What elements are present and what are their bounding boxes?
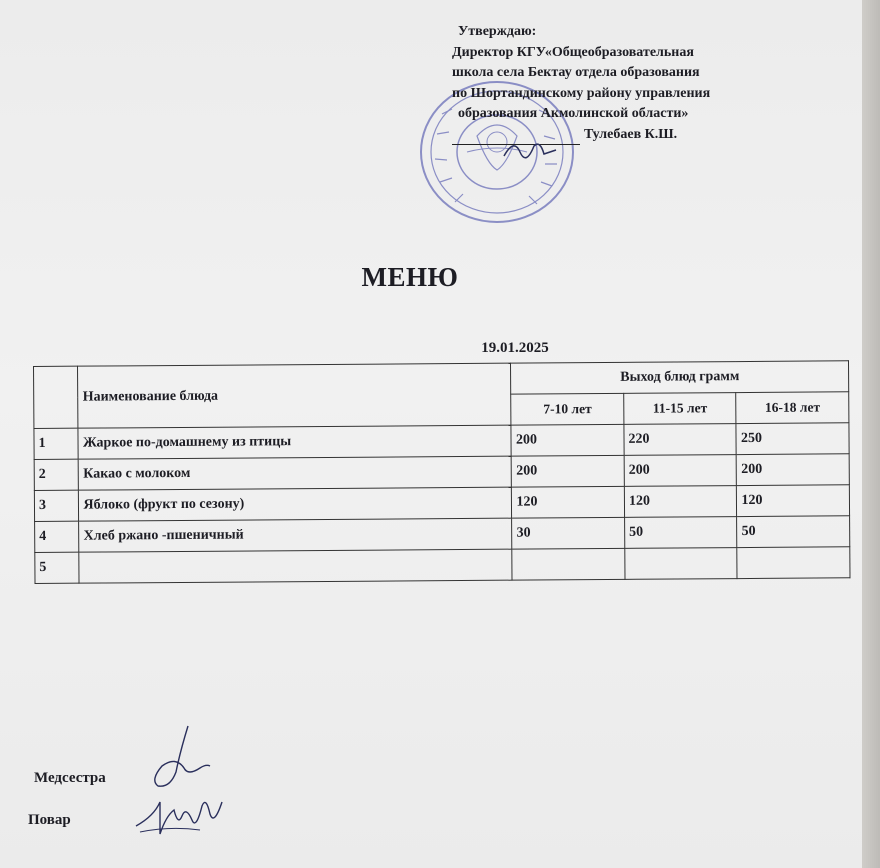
row-number: 3 — [34, 490, 79, 521]
page-title: МЕНЮ — [361, 262, 459, 292]
dish-name: Хлеб ржано -пшеничный — [79, 518, 512, 552]
row-number: 1 — [34, 428, 79, 459]
grams-11-15: 220 — [624, 424, 737, 456]
header-dish-name: Наименование блюда — [78, 363, 511, 428]
grams-16-18: 120 — [737, 485, 850, 517]
cook-signature — [130, 786, 230, 846]
approval-line-3: школа села Бектау отдела образования — [452, 65, 700, 80]
director-signature — [500, 132, 560, 164]
row-number: 4 — [35, 521, 80, 552]
approval-line-1: Утверждаю: — [458, 24, 537, 39]
age-group-1: 7-10 лет — [511, 393, 624, 425]
approval-line-4: по Шортандинскому району управления — [452, 85, 711, 101]
grams-11-15 — [625, 548, 738, 580]
age-group-2: 11-15 лет — [624, 393, 737, 425]
grams-7-10: 200 — [511, 424, 624, 456]
dish-name: Жаркое по-домашнему из птицы — [78, 425, 511, 459]
grams-16-18: 50 — [737, 516, 850, 548]
nurse-label: Медсестра — [34, 770, 106, 786]
approval-block — [452, 22, 782, 145]
grams-11-15: 200 — [624, 455, 737, 487]
header-num-cell — [34, 366, 79, 428]
grams-7-10: 120 — [512, 486, 625, 518]
grams-7-10: 30 — [512, 517, 625, 549]
dish-name: Яблоко (фрукт по сезону) — [79, 487, 512, 521]
table-row — [35, 547, 850, 584]
grams-11-15: 120 — [624, 486, 737, 518]
grams-7-10 — [512, 548, 625, 580]
approver-name: Тулебаев К.Ш. — [584, 126, 678, 142]
header-output: Выход блюд грамм — [511, 361, 849, 394]
age-group-3: 16-18 лет — [736, 392, 849, 424]
grams-16-18: 250 — [736, 423, 849, 455]
dish-name: Какао с молоком — [79, 456, 512, 490]
menu-table — [33, 360, 851, 584]
grams-16-18 — [737, 547, 850, 579]
grams-7-10: 200 — [512, 455, 625, 487]
grams-16-18: 200 — [737, 454, 850, 486]
approval-line-5: образования Акмолинской области» — [458, 106, 689, 121]
approval-line-2: Директор КГУ«Общеобразовательная — [452, 44, 694, 60]
cook-label: Повар — [28, 812, 71, 828]
background-surface — [862, 0, 880, 868]
menu-date: 19.01.2025 — [481, 340, 549, 356]
dish-name — [79, 549, 512, 583]
grams-11-15: 50 — [625, 517, 738, 549]
row-number: 2 — [34, 459, 79, 490]
row-number: 5 — [35, 552, 80, 583]
